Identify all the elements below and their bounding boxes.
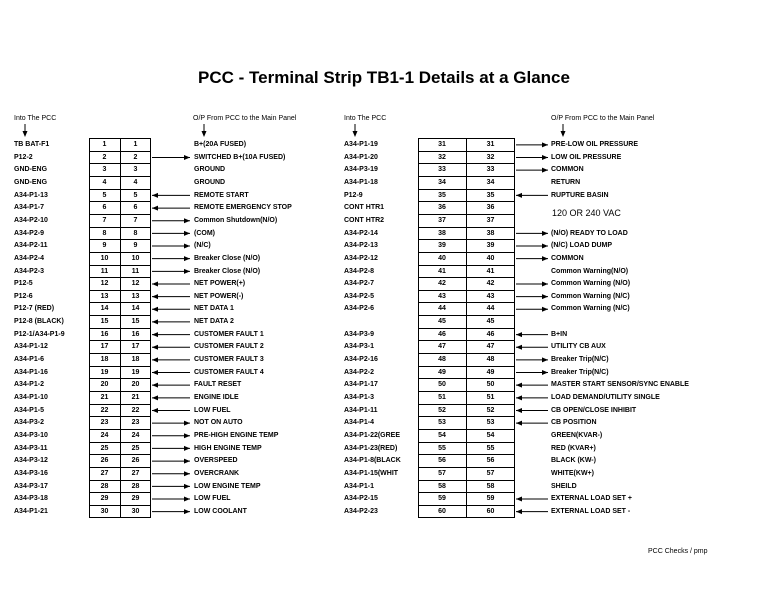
arrow-right-icon bbox=[152, 484, 190, 489]
arrow-left-icon bbox=[152, 319, 190, 324]
arrow-right-icon bbox=[152, 433, 190, 438]
terminal-number-out: 29 bbox=[131, 495, 140, 503]
terminal-number-out: 13 bbox=[131, 292, 140, 300]
terminal-number-in: 20 bbox=[100, 381, 109, 389]
arrow-right-icon bbox=[516, 168, 548, 173]
terminal-number-in: 16 bbox=[100, 330, 109, 338]
pcc-input-label: A34-P3-2 bbox=[14, 419, 44, 427]
pcc-input-label: P12-2 bbox=[14, 153, 33, 161]
terminal-number-in: 38 bbox=[438, 229, 446, 237]
pcc-input-label: A34-P1-4 bbox=[344, 419, 374, 427]
pcc-input-label: A34-P1-6 bbox=[14, 356, 44, 364]
terminal-number-in: 56 bbox=[438, 457, 446, 465]
panel-output-label: Breaker Trip(N/C) bbox=[551, 368, 609, 376]
terminal-number-in: 19 bbox=[100, 368, 109, 376]
panel-output-label: UTILITY CB AUX bbox=[551, 343, 606, 351]
arrow-right-icon bbox=[152, 155, 190, 160]
panel-output-label: NET DATA 1 bbox=[194, 305, 234, 313]
terminal-number-in: 32 bbox=[438, 153, 446, 161]
panel-output-label: PRE-LOW OIL PRESSURE bbox=[551, 141, 638, 148]
terminal-number-out: 12 bbox=[131, 280, 140, 288]
terminal-number-in: 8 bbox=[102, 229, 107, 237]
panel-output-label: RUPTURE BASIN bbox=[551, 191, 609, 199]
pcc-input-label: A34-P3-12 bbox=[14, 457, 48, 465]
panel-output-label: REMOTE START bbox=[194, 191, 249, 199]
terminal-number-in: 26 bbox=[100, 457, 109, 465]
terminal-number-out: 28 bbox=[131, 482, 140, 490]
terminal-number-in: 49 bbox=[438, 368, 446, 376]
arrow-left-icon bbox=[516, 497, 548, 502]
terminal-number-in: 44 bbox=[438, 305, 446, 313]
pcc-input-label: A34-P1-22(GREE bbox=[344, 431, 401, 439]
terminal-number-in: 23 bbox=[100, 419, 109, 427]
terminal-number-in: 1 bbox=[102, 141, 107, 148]
terminal-number-out: 4 bbox=[133, 178, 138, 186]
heater-voltage-note: 120 OR 240 VAC bbox=[552, 208, 621, 218]
pcc-input-label: A34-P2-13 bbox=[344, 242, 378, 250]
panel-output-label: FAULT RESET bbox=[194, 381, 242, 389]
panel-output-label: GROUND bbox=[194, 178, 226, 186]
pcc-input-label: A34-P2-11 bbox=[14, 242, 48, 250]
pcc-input-label: A34-P2-16 bbox=[344, 356, 378, 364]
terminal-number-out: 10 bbox=[131, 254, 140, 262]
pcc-input-label: GND-ENG bbox=[14, 166, 48, 174]
panel-output-label: WHITE(KW+) bbox=[551, 469, 594, 477]
terminal-number-out: 36 bbox=[486, 204, 495, 212]
terminal-number-in: 6 bbox=[102, 204, 107, 212]
panel-output-label: (N/C) bbox=[194, 242, 211, 250]
pcc-input-label: A34-P2-15 bbox=[344, 495, 378, 503]
left-into-down-arrow-icon bbox=[23, 124, 28, 137]
arrow-left-icon bbox=[152, 281, 190, 286]
pcc-input-label: P12-6 bbox=[14, 292, 33, 300]
terminal-number-out: 17 bbox=[131, 343, 140, 351]
arrow-left-icon bbox=[516, 193, 548, 198]
pcc-input-label: A34-P2-7 bbox=[344, 280, 374, 288]
panel-output-label: Common Warning (N/O) bbox=[551, 280, 631, 288]
panel-output-label: LOW FUEL bbox=[194, 406, 231, 414]
right-into-down-arrow-icon bbox=[353, 124, 358, 137]
terminal-number-in: 24 bbox=[100, 431, 109, 439]
terminal-number-in: 11 bbox=[100, 267, 109, 275]
terminal-number-out: 38 bbox=[486, 229, 495, 237]
terminal-number-out: 23 bbox=[131, 419, 140, 427]
panel-output-label: BLACK (KW-) bbox=[551, 457, 596, 465]
terminal-number-out: 52 bbox=[486, 406, 495, 414]
panel-output-label: ENGINE IDLE bbox=[194, 394, 239, 401]
terminal-number-out: 27 bbox=[131, 469, 140, 477]
pcc-input-label: P12-9 bbox=[344, 191, 363, 199]
terminal-number-in: 42 bbox=[438, 280, 446, 288]
pcc-input-label: CONT HTR2 bbox=[344, 216, 385, 224]
pcc-input-label: A34-P3-19 bbox=[344, 166, 378, 174]
arrow-right-icon bbox=[516, 244, 548, 249]
left-output-header: O/P From PCC to the Main Panel bbox=[193, 115, 297, 122]
arrow-left-icon bbox=[152, 206, 190, 211]
terminal-number-in: 3 bbox=[102, 166, 107, 174]
panel-output-label: NET DATA 2 bbox=[194, 318, 234, 326]
arrow-right-icon bbox=[152, 421, 190, 426]
terminal-number-out: 8 bbox=[133, 229, 138, 237]
terminal-number-in: 25 bbox=[100, 444, 109, 452]
pcc-input-label: A34-P1-1 bbox=[344, 482, 374, 490]
terminal-number-in: 28 bbox=[100, 482, 109, 490]
terminal-number-out: 35 bbox=[486, 191, 495, 199]
arrow-left-icon bbox=[152, 193, 190, 198]
pcc-input-label: A34-P1-20 bbox=[344, 153, 378, 161]
pcc-input-label: A34-P1-5 bbox=[14, 406, 44, 414]
arrow-right-icon bbox=[516, 307, 548, 312]
pcc-input-label: A34-P2-12 bbox=[344, 254, 378, 262]
terminal-number-out: 40 bbox=[486, 254, 495, 262]
arrow-left-icon bbox=[516, 509, 548, 514]
pcc-input-label: A34-P1-15(WHIT bbox=[344, 469, 399, 477]
arrow-right-icon bbox=[516, 155, 548, 160]
terminal-number-out: 43 bbox=[486, 292, 495, 300]
panel-output-label: CUSTOMER FAULT 4 bbox=[194, 368, 264, 376]
terminal-number-in: 60 bbox=[438, 507, 446, 515]
terminal-number-in: 41 bbox=[438, 267, 446, 275]
terminal-number-in: 4 bbox=[102, 178, 107, 186]
terminal-number-in: 48 bbox=[438, 356, 446, 364]
terminal-number-out: 31 bbox=[486, 141, 495, 148]
terminal-number-in: 15 bbox=[100, 318, 109, 326]
arrow-left-icon bbox=[152, 395, 190, 400]
terminal-number-out: 46 bbox=[486, 330, 495, 338]
pcc-input-label: P12-8 (BLACK) bbox=[14, 318, 64, 326]
arrow-right-icon bbox=[152, 244, 190, 249]
terminal-number-out: 44 bbox=[486, 305, 495, 313]
pcc-input-label: A34-P2-3 bbox=[14, 267, 44, 275]
arrow-right-icon bbox=[152, 497, 190, 502]
terminal-number-out: 33 bbox=[486, 166, 495, 174]
panel-output-label: GROUND bbox=[194, 166, 226, 174]
terminal-number-out: 7 bbox=[133, 216, 138, 224]
pcc-input-label: A34-P2-10 bbox=[14, 216, 48, 224]
terminal-number-out: 30 bbox=[131, 507, 140, 515]
panel-output-label: Common Shutdown(N/O) bbox=[194, 216, 278, 224]
terminal-number-in: 33 bbox=[438, 166, 446, 174]
panel-output-label: CB POSITION bbox=[551, 419, 597, 427]
pcc-input-label: A34-P2-9 bbox=[14, 229, 44, 237]
terminal-number-out: 16 bbox=[131, 330, 140, 338]
panel-output-label: CB OPEN/CLOSE INHIBIT bbox=[551, 406, 637, 414]
arrow-right-icon bbox=[516, 357, 548, 362]
arrow-right-icon bbox=[516, 231, 548, 236]
panel-output-label: NOT ON AUTO bbox=[194, 419, 243, 427]
pcc-input-label: A34-P1-7 bbox=[14, 204, 44, 212]
arrow-left-icon bbox=[152, 408, 190, 413]
arrow-left-icon bbox=[152, 294, 190, 299]
terminal-number-out: 9 bbox=[133, 242, 138, 250]
arrow-left-icon bbox=[152, 370, 190, 375]
terminal-number-out: 2 bbox=[133, 153, 138, 161]
arrow-right-icon bbox=[152, 471, 190, 476]
terminal-number-in: 54 bbox=[438, 431, 446, 439]
arrow-right-icon bbox=[152, 231, 190, 236]
panel-output-label: LOW FUEL bbox=[194, 495, 231, 503]
panel-output-label: Breaker Trip(N/C) bbox=[551, 356, 609, 364]
pcc-input-label: A34-P1-3 bbox=[344, 394, 374, 401]
panel-output-label: COMMON bbox=[551, 254, 584, 262]
panel-output-label: GREEN(KVAR-) bbox=[551, 431, 603, 439]
terminal-number-out: 49 bbox=[486, 368, 495, 376]
panel-output-label: LOW COOLANT bbox=[194, 507, 247, 515]
panel-output-label: NET POWER(+) bbox=[194, 280, 246, 288]
arrow-left-icon bbox=[516, 345, 548, 350]
terminal-number-out: 47 bbox=[486, 343, 495, 351]
terminal-number-out: 57 bbox=[486, 469, 495, 477]
pcc-input-label: A34-P1-10 bbox=[14, 394, 48, 401]
panel-output-label: CUSTOMER FAULT 2 bbox=[194, 343, 264, 351]
pcc-input-label: A34-P2-6 bbox=[344, 305, 374, 313]
panel-output-label: B+IN bbox=[551, 330, 568, 338]
pcc-input-label: CONT HTR1 bbox=[344, 204, 385, 212]
terminal-number-out: 15 bbox=[131, 318, 140, 326]
arrow-left-icon bbox=[152, 332, 190, 337]
terminal-number-out: 58 bbox=[486, 482, 495, 490]
terminal-number-out: 50 bbox=[486, 381, 495, 389]
terminal-number-out: 19 bbox=[131, 368, 140, 376]
terminal-number-out: 21 bbox=[131, 394, 140, 401]
pcc-input-label: A34-P1-12 bbox=[14, 343, 48, 351]
pcc-input-label: A34-P1-19 bbox=[344, 141, 378, 148]
terminal-number-in: 36 bbox=[438, 204, 446, 212]
panel-output-label: (N/C) LOAD DUMP bbox=[551, 242, 613, 250]
pcc-input-label: A34-P2-8 bbox=[344, 267, 374, 275]
arrow-left-icon bbox=[152, 345, 190, 350]
panel-output-label: RED (KVAR+) bbox=[551, 444, 596, 452]
panel-output-label: MASTER START SENSOR/SYNC ENABLE bbox=[551, 381, 689, 389]
pcc-input-label: GND-ENG bbox=[14, 178, 48, 186]
pcc-input-label: A34-P1-13 bbox=[14, 191, 48, 199]
terminal-number-in: 37 bbox=[438, 216, 446, 224]
pcc-input-label: A34-P1-16 bbox=[14, 368, 48, 376]
arrow-right-icon bbox=[152, 446, 190, 451]
panel-output-label: RETURN bbox=[551, 178, 581, 186]
arrow-right-icon bbox=[516, 294, 548, 299]
terminal-number-out: 41 bbox=[486, 267, 495, 275]
arrow-right-icon bbox=[152, 509, 190, 514]
terminal-number-out: 37 bbox=[486, 216, 495, 224]
arrow-right-icon bbox=[152, 256, 190, 261]
terminal-number-out: 11 bbox=[131, 267, 140, 275]
pcc-input-label: A34-P2-4 bbox=[14, 254, 44, 262]
terminal-number-in: 22 bbox=[100, 406, 109, 414]
terminal-number-out: 48 bbox=[486, 356, 495, 364]
pcc-input-label: A34-P1-8(BLACK bbox=[344, 457, 401, 465]
terminal-number-in: 39 bbox=[438, 242, 446, 250]
terminal-number-in: 58 bbox=[438, 482, 446, 490]
terminal-number-in: 46 bbox=[438, 330, 446, 338]
panel-output-label: REMOTE EMERGENCY STOP bbox=[194, 204, 292, 212]
panel-output-label: SWITCHED B+(10A FUSED) bbox=[194, 153, 286, 161]
terminal-number-in: 52 bbox=[438, 406, 446, 414]
arrow-left-icon bbox=[516, 395, 548, 400]
pcc-input-label: A34-P2-23 bbox=[344, 507, 378, 515]
panel-output-label: LOW ENGINE TEMP bbox=[194, 482, 261, 490]
terminal-number-out: 34 bbox=[486, 178, 495, 186]
panel-output-label: LOW OIL PRESSURE bbox=[551, 153, 622, 161]
panel-output-label: OVERCRANK bbox=[194, 469, 240, 477]
arrow-right-icon bbox=[516, 370, 548, 375]
pcc-input-label: A34-P3-18 bbox=[14, 495, 48, 503]
panel-output-label: COMMON bbox=[551, 166, 584, 174]
terminal-number-in: 59 bbox=[438, 495, 446, 503]
arrow-right-icon bbox=[152, 269, 190, 274]
pcc-input-label: A34-P3-16 bbox=[14, 469, 48, 477]
terminal-number-out: 39 bbox=[486, 242, 495, 250]
pcc-input-label: A34-P3-1 bbox=[344, 343, 374, 351]
terminal-number-in: 17 bbox=[100, 343, 109, 351]
terminal-number-out: 45 bbox=[486, 318, 495, 326]
page-title: PCC - Terminal Strip TB1-1 Details at a Glance bbox=[198, 68, 570, 87]
left-output-down-arrow-icon bbox=[202, 124, 207, 137]
arrow-left-icon bbox=[516, 408, 548, 413]
panel-output-label: OVERSPEED bbox=[194, 457, 238, 465]
pcc-input-label: TB BAT-F1 bbox=[14, 141, 50, 148]
panel-output-label: NET POWER(-) bbox=[194, 292, 244, 300]
terminal-number-in: 31 bbox=[438, 141, 446, 148]
arrow-left-icon bbox=[152, 383, 190, 388]
pcc-input-label: A34-P3-10 bbox=[14, 431, 48, 439]
arrow-left-icon bbox=[516, 332, 548, 337]
terminal-number-in: 47 bbox=[438, 343, 446, 351]
terminal-number-in: 50 bbox=[438, 381, 446, 389]
terminal-number-out: 54 bbox=[486, 431, 495, 439]
arrow-left-icon bbox=[152, 357, 190, 362]
footer-note: PCC Checks / pmp bbox=[648, 548, 708, 555]
panel-output-label: CUSTOMER FAULT 3 bbox=[194, 356, 264, 364]
terminal-number-in: 14 bbox=[100, 305, 109, 313]
terminal-number-in: 18 bbox=[100, 356, 109, 364]
panel-output-label: Common Warning (N/C) bbox=[551, 292, 630, 300]
arrow-left-icon bbox=[152, 307, 190, 312]
terminal-number-out: 32 bbox=[486, 153, 495, 161]
pcc-input-label: A34-P1-11 bbox=[344, 406, 378, 414]
terminal-number-in: 53 bbox=[438, 419, 446, 427]
pcc-input-label: A34-P1-23(RED) bbox=[344, 444, 398, 452]
terminal-number-in: 27 bbox=[100, 469, 109, 477]
panel-output-label: CUSTOMER FAULT 1 bbox=[194, 330, 264, 338]
panel-output-label: (COM) bbox=[194, 229, 215, 237]
right-output-down-arrow-icon bbox=[561, 124, 566, 137]
panel-output-label: HIGH ENGINE TEMP bbox=[194, 444, 262, 452]
pcc-input-label: A34-P2-2 bbox=[344, 368, 374, 376]
pcc-input-label: A34-P3-11 bbox=[14, 444, 48, 452]
panel-output-label: (N/O) READY TO LOAD bbox=[551, 229, 628, 237]
terminal-number-out: 24 bbox=[131, 431, 140, 439]
panel-output-label: Common Warning (N/C) bbox=[551, 305, 630, 313]
terminal-number-out: 60 bbox=[486, 507, 495, 515]
terminal-number-out: 42 bbox=[486, 280, 495, 288]
pcc-input-label: P12-7 (RED) bbox=[14, 305, 55, 313]
panel-output-label: Breaker Close (N/O) bbox=[194, 254, 261, 262]
terminal-number-in: 7 bbox=[102, 216, 107, 224]
terminal-number-out: 22 bbox=[131, 406, 140, 414]
pcc-input-label: P12-5 bbox=[14, 280, 33, 288]
terminal-number-in: 21 bbox=[100, 394, 109, 401]
panel-output-label: EXTERNAL LOAD SET + bbox=[551, 495, 632, 503]
terminal-number-out: 26 bbox=[131, 457, 140, 465]
terminal-number-in: 29 bbox=[100, 495, 109, 503]
arrow-right-icon bbox=[516, 281, 548, 286]
terminal-number-in: 51 bbox=[438, 394, 446, 401]
terminal-number-in: 5 bbox=[102, 191, 107, 199]
arrow-left-icon bbox=[516, 421, 548, 426]
terminal-number-in: 35 bbox=[438, 191, 446, 199]
terminal-number-out: 53 bbox=[486, 419, 495, 427]
arrow-right-icon bbox=[516, 142, 548, 147]
terminal-number-in: 30 bbox=[100, 507, 109, 515]
terminal-number-in: 45 bbox=[438, 318, 446, 326]
terminal-number-out: 3 bbox=[133, 166, 138, 174]
terminal-number-in: 43 bbox=[438, 292, 446, 300]
arrow-right-icon bbox=[516, 256, 548, 261]
panel-output-label: Breaker Close (N/O) bbox=[194, 267, 261, 275]
arrow-left-icon bbox=[516, 383, 548, 388]
left-into-header: Into The PCC bbox=[14, 115, 57, 122]
pcc-input-label: A34-P1-18 bbox=[344, 178, 378, 186]
pcc-input-label: A34-P1-2 bbox=[14, 381, 44, 389]
terminal-number-out: 25 bbox=[131, 444, 140, 452]
terminal-number-in: 10 bbox=[100, 254, 109, 262]
terminal-number-in: 12 bbox=[100, 280, 109, 288]
terminal-number-in: 2 bbox=[102, 153, 107, 161]
terminal-number-in: 40 bbox=[438, 254, 446, 262]
terminal-number-out: 51 bbox=[486, 394, 495, 401]
pcc-input-label: A34-P2-5 bbox=[344, 292, 374, 300]
pcc-input-label: A34-P3-17 bbox=[14, 482, 48, 490]
terminal-number-out: 5 bbox=[133, 191, 138, 199]
right-into-header: Into The PCC bbox=[344, 115, 387, 122]
right-output-header: O/P From PCC to the Main Panel bbox=[551, 115, 655, 122]
terminal-number-in: 55 bbox=[438, 444, 446, 452]
pcc-input-label: A34-P1-17 bbox=[344, 381, 378, 389]
terminal-number-out: 20 bbox=[131, 381, 140, 389]
panel-output-label: SHEILD bbox=[551, 482, 577, 490]
terminal-number-out: 1 bbox=[133, 141, 138, 148]
panel-output-label: Common Warning(N/O) bbox=[551, 267, 629, 275]
terminal-number-out: 56 bbox=[486, 457, 495, 465]
arrow-right-icon bbox=[152, 218, 190, 223]
pcc-input-label: A34-P2-14 bbox=[344, 229, 378, 237]
pcc-input-label: P12-1/A34-P1-9 bbox=[14, 330, 65, 338]
panel-output-label: PRE-HIGH ENGINE TEMP bbox=[194, 431, 279, 439]
panel-output-label: LOAD DEMAND/UTILITY SINGLE bbox=[551, 394, 660, 401]
pcc-input-label: A34-P3-9 bbox=[344, 330, 374, 338]
terminal-number-out: 18 bbox=[131, 356, 140, 364]
terminal-number-out: 55 bbox=[486, 444, 495, 452]
panel-output-label: EXTERNAL LOAD SET - bbox=[551, 507, 631, 515]
pcc-input-label: A34-P1-21 bbox=[14, 507, 48, 515]
terminal-number-out: 59 bbox=[486, 495, 495, 503]
terminal-number-in: 34 bbox=[438, 178, 446, 186]
terminal-number-in: 9 bbox=[102, 242, 107, 250]
terminal-number-in: 13 bbox=[100, 292, 109, 300]
terminal-number-out: 6 bbox=[133, 204, 138, 212]
terminal-number-out: 14 bbox=[131, 305, 140, 313]
terminal-number-in: 57 bbox=[438, 469, 446, 477]
panel-output-label: B+(20A FUSED) bbox=[194, 141, 247, 148]
arrow-right-icon bbox=[152, 459, 190, 464]
